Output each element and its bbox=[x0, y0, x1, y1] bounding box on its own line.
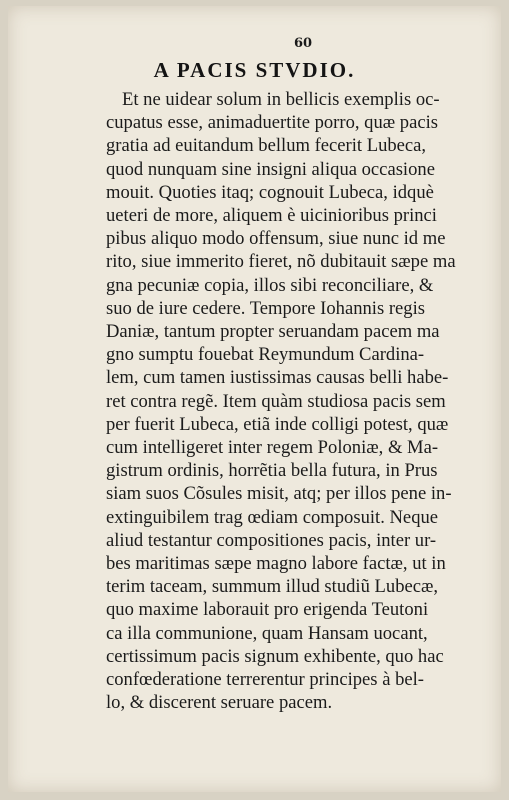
text-line: certissimum pacis signum exhibente, quo hac bbox=[106, 645, 444, 667]
text-line: pibus aliquo modo offensum, siue nunc id me bbox=[106, 228, 446, 250]
text-line: cupatus esse, animaduertite porro, quæ pacis bbox=[106, 112, 439, 134]
text-line: ret contra regẽ. Item quàm studiosa pacis sem bbox=[106, 390, 446, 412]
text-line: suo de iure cedere. Tempore Iohannis regis bbox=[106, 297, 425, 319]
text-line: Et ne uidear solum in bellicis exemplis oc- bbox=[122, 89, 440, 110]
body-text bbox=[106, 88, 491, 714]
text-line: extinguibilem trag œdiam composuit. Neque bbox=[106, 506, 439, 528]
text-line: gno sumptu fouebat Reymundum Cardina- bbox=[106, 344, 425, 366]
book-page bbox=[8, 6, 501, 792]
text-line: terim taceam, summum illud studiũ Lubecæ, bbox=[106, 576, 439, 598]
text-line: gna pecuniæ copia, illos sibi reconciliare, & bbox=[106, 274, 434, 296]
running-head: A PACIS STVDIO. bbox=[153, 58, 356, 82]
text-line: gistrum ordinis, horrẽtia bella futura, in Prus bbox=[106, 460, 438, 482]
text-line: ca illa communione, quam Hansam uocant, bbox=[106, 622, 428, 644]
text-line: quod nunquam sine insigni aliqua occasione bbox=[106, 158, 435, 180]
text-line: per fuerit Lubeca, etiã inde colligi potest, quæ bbox=[106, 413, 449, 435]
text-line: Daniæ, tantum propter seruandam pacem ma bbox=[106, 321, 440, 343]
text-line: rito, siue immerito fieret, nõ dubitauit sæpe ma bbox=[106, 251, 456, 273]
text-line: gratia ad euitandum bellum fecerit Lubeca, bbox=[106, 135, 427, 157]
text-line: ueteri de more, aliquem è uicinioribus princi bbox=[106, 205, 437, 227]
text-line: aliud testantur compositiones pacis, inter ur- bbox=[106, 529, 437, 551]
text-line: confœderatione terrerentur principes à bel- bbox=[106, 669, 425, 691]
text-line: cum intelligeret inter regem Poloniæ, & Ma- bbox=[106, 437, 439, 459]
text-line: lem, cum tamen iustissimas causas belli habe- bbox=[106, 367, 449, 389]
text-line: siam suos Cõsules misit, atq; per illos pene in- bbox=[106, 483, 452, 505]
text-line: lo, & discerent seruare pacem. bbox=[106, 692, 333, 714]
text-line: quo maxime laborauit pro erigenda Teutoni bbox=[106, 599, 429, 621]
text-line: mouit. Quoties itaq; cognouit Lubeca, idquè bbox=[106, 181, 434, 203]
page-number: 60 bbox=[294, 36, 313, 51]
text-line: bes maritimas sæpe magno labore factæ, ut in bbox=[106, 553, 446, 575]
